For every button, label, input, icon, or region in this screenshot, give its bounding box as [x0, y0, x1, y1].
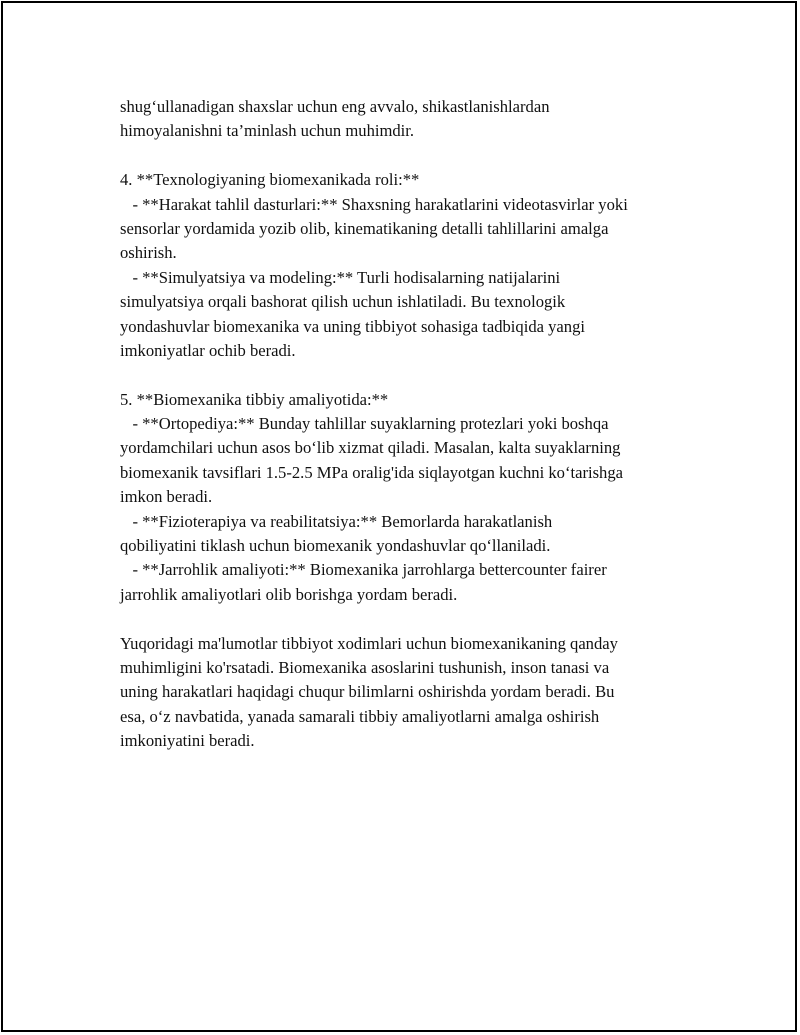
list-item-line: - **Fizioterapiya va reabilitatsiya:** Bemorlarda harakatlanish: [120, 511, 553, 531]
text-line: shug‘ullanadigan shaxslar uchun eng avvalo, shikastlanishlardan: [120, 97, 550, 116]
text-line: himoyalanishni ta’minlash uchun muhimdir.: [120, 121, 415, 141]
section-heading: 4. **Texnologiyaning biomexanikada roli:**: [120, 170, 420, 190]
section-heading: 5. **Biomexanika tibbiy amaliyotida:**: [120, 389, 389, 409]
text-line: esa, o‘z navbatida, yanada samarali tibbiy amaliyotlarni amalga oshirish: [120, 706, 600, 726]
list-item-line: - **Jarrohlik amaliyoti:** Biomexanika jarrohlarga bettercounter fairer: [120, 560, 607, 580]
text-line: imkoniyatlar ochib beradi.: [120, 340, 296, 360]
text-line: yordamchilari uchun asos bo‘lib xizmat qiladi. Masalan, kalta suyaklarning: [120, 438, 621, 458]
list-item-line: - **Ortopediya:** Bunday tahlillar suyaklarning protezlari yoki boshqa: [120, 414, 609, 434]
text-line: imkon beradi.: [120, 487, 213, 507]
text-line: yondashuvlar biomexanika va uning tibbiyot sohasiga tadbiqida yangi: [120, 316, 585, 336]
text-line: sensorlar yordamida yozib olib, kinematikaning detalli tahlillarini amalga: [120, 218, 609, 238]
text-line: imkoniyatini beradi.: [120, 731, 255, 751]
paragraph-spacer: [120, 144, 700, 168]
text-line: jarrohlik amaliyotlari olib borishga yordam beradi.: [120, 584, 458, 604]
section-technology-role: [120, 168, 700, 363]
paragraph-spacer: [120, 363, 700, 387]
paragraph-spacer: [120, 607, 700, 631]
paragraph-intro-continuation: [120, 95, 700, 144]
text-line: oshirish.: [120, 243, 177, 263]
paragraph-conclusion: [120, 632, 700, 754]
text-line: simulyatsiya orqali bashorat qilish uchun ishlatiladi. Bu texnologik: [120, 292, 566, 312]
text-line: uning harakatlari haqidagi chuqur bilimlarni oshirishda yordam beradi. Bu: [120, 682, 615, 702]
text-line: biomexanik tavsiflari 1.5-2.5 MPa oralig'ida siqlayotgan kuchni ko‘tarishga: [120, 462, 623, 482]
text-line: qobiliyatini tiklash uchun biomexanik yondashuvlar qo‘llaniladi.: [120, 536, 551, 556]
list-item-line: - **Simulyatsiya va modeling:** Turli hodisalarning natijalarini: [120, 267, 561, 287]
list-item-line: - **Harakat tahlil dasturlari:** Shaxsning harakatlarini videotasvirlar yoki: [120, 194, 628, 214]
document-body: [120, 95, 700, 754]
text-line: muhimligini ko'rsatadi. Biomexanika asoslarini tushunish, inson tanasi va: [120, 657, 610, 677]
section-medical-practice: [120, 388, 700, 608]
page: [1, 1, 797, 1032]
text-line: Yuqoridagi ma'lumotlar tibbiyot xodimlari uchun biomexanikaning qanday: [120, 633, 618, 653]
